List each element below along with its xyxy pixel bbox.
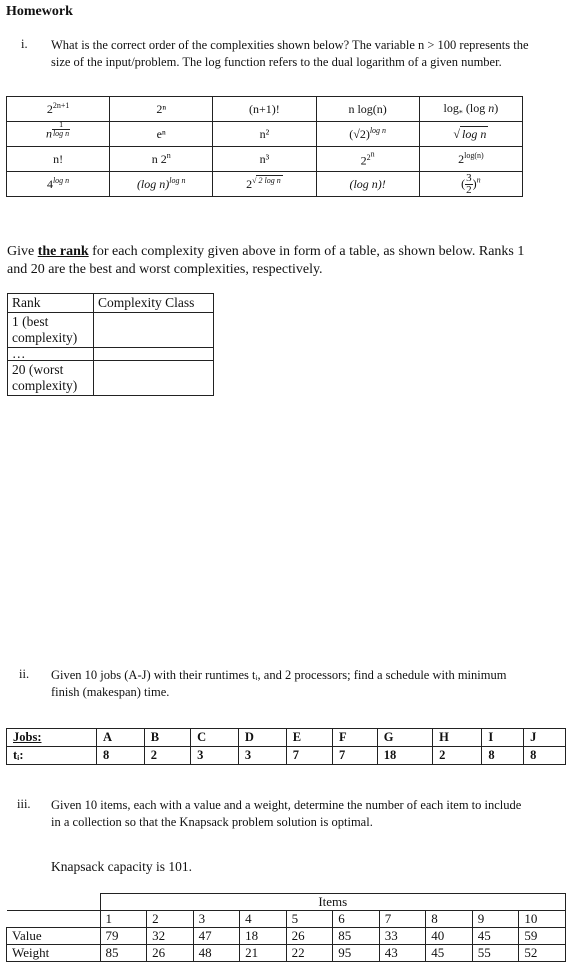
item-weight: 48 xyxy=(193,945,240,962)
complexity-cell: $2^{2^n}$ xyxy=(316,147,419,172)
item-index: 2 xyxy=(147,911,194,928)
knapsack-capacity: Knapsack capacity is 101. xyxy=(51,859,192,874)
complexity-row xyxy=(7,97,523,122)
question-2-text xyxy=(51,667,566,701)
item-weight: 26 xyxy=(147,945,194,962)
item-weight: 85 xyxy=(100,945,147,962)
job-name: H xyxy=(433,729,482,747)
jobs-table xyxy=(6,728,566,765)
item-value: 40 xyxy=(426,928,473,945)
item-weight: 52 xyxy=(519,945,566,962)
complexity-cell: eⁿ xyxy=(110,122,213,147)
complexity-class-header: Complexity Class xyxy=(94,294,214,313)
item-index: 9 xyxy=(472,911,519,928)
rank-header: Rank xyxy=(8,294,94,313)
complexity-cell: n³ xyxy=(213,147,316,172)
complexity-table xyxy=(6,96,523,197)
rank-row xyxy=(8,313,214,348)
complexity-class-cell xyxy=(94,313,214,348)
complexity-cell: $2^{√ 2 log n}$ xyxy=(213,172,316,197)
complexity-row xyxy=(7,147,523,172)
item-value: 85 xyxy=(333,928,380,945)
complexity-cell: $4^{log n}$ xyxy=(7,172,110,197)
complexity-cell: (log n)! xyxy=(316,172,419,197)
item-index: 6 xyxy=(333,911,380,928)
items-index-row xyxy=(7,911,566,928)
question-3-line1: Given 10 items, each with a value and a weight, determine the number of each item to include xyxy=(51,798,522,812)
question-2-line2: finish (makespan) time. xyxy=(51,685,170,699)
complexity-cell: $\log_* (\log$ n) xyxy=(419,97,522,122)
complexity-cell: n² xyxy=(213,122,316,147)
item-weight: 22 xyxy=(286,945,333,962)
item-value: 79 xyxy=(100,928,147,945)
item-index: 4 xyxy=(240,911,287,928)
complexity-cell: (log n)$^{log n}$ xyxy=(110,172,213,197)
items-index-label xyxy=(7,911,101,928)
times-label: tᵢ: xyxy=(7,747,97,765)
page-title: Homework xyxy=(6,4,73,19)
value-row xyxy=(7,928,566,945)
item-weight: 21 xyxy=(240,945,287,962)
item-weight: 45 xyxy=(426,945,473,962)
complexity-cell: $(√2)^{log n}$ xyxy=(316,122,419,147)
item-value: 33 xyxy=(379,928,426,945)
job-name: D xyxy=(238,729,286,747)
question-1-text xyxy=(51,37,566,71)
job-time: 2 xyxy=(144,747,190,765)
job-time: 8 xyxy=(482,747,524,765)
question-1-number: i. xyxy=(21,37,28,51)
jobs-row xyxy=(7,729,566,747)
weight-row xyxy=(7,945,566,962)
job-name: F xyxy=(332,729,377,747)
item-value: 32 xyxy=(147,928,194,945)
complexity-cell: n 2$^n$ xyxy=(110,147,213,172)
complexity-cell: 2ⁿ xyxy=(110,97,213,122)
job-time: 8 xyxy=(97,747,145,765)
rank-row xyxy=(8,361,214,396)
complexity-cell: √ log n xyxy=(419,122,522,147)
item-index: 10 xyxy=(519,911,566,928)
item-weight: 55 xyxy=(472,945,519,962)
job-name: C xyxy=(191,729,239,747)
item-index: 5 xyxy=(286,911,333,928)
item-index: 8 xyxy=(426,911,473,928)
item-index: 7 xyxy=(379,911,426,928)
item-value: 18 xyxy=(240,928,287,945)
job-time: 2 xyxy=(433,747,482,765)
rank-cell: 1 (best complexity) xyxy=(8,313,94,348)
items-header-row xyxy=(7,894,566,911)
question-2-number: ii. xyxy=(19,667,30,681)
complexity-row xyxy=(7,172,523,197)
item-value: 59 xyxy=(519,928,566,945)
job-name: I xyxy=(482,729,524,747)
complexity-cell: n log(n) xyxy=(316,97,419,122)
item-index: 1 xyxy=(100,911,147,928)
items-table xyxy=(6,893,566,962)
rank-cell: … xyxy=(8,348,94,361)
item-value: 45 xyxy=(472,928,519,945)
complexity-cell: n $\frac{1}{\text{log n}}$ xyxy=(7,122,110,147)
job-time: 3 xyxy=(191,747,239,765)
job-name: A xyxy=(97,729,145,747)
rank-table xyxy=(7,293,214,396)
question-3-text xyxy=(51,797,566,831)
job-time: 7 xyxy=(286,747,332,765)
job-name: G xyxy=(377,729,432,747)
question-2-line1: Given 10 jobs (A-J) with their runtimes tᵢ, and 2 processors; find a schedule with minimum xyxy=(51,668,507,682)
job-name: J xyxy=(524,729,566,747)
job-time: 3 xyxy=(238,747,286,765)
weight-label: Weight xyxy=(7,945,101,962)
job-name: B xyxy=(144,729,190,747)
question-1-line2: size of the input/problem. The log function refers to the dual logarithm of a given number. xyxy=(51,55,502,69)
item-value: 26 xyxy=(286,928,333,945)
rank-instructions-line1: Give the rank for each complexity given above in form of a table, as shown below. Ranks 1 xyxy=(7,244,525,259)
complexity-cell: ( $\frac{3}{2}$ )$^n$ xyxy=(419,172,522,197)
times-row xyxy=(7,747,566,765)
items-corner xyxy=(7,894,101,911)
job-time: 18 xyxy=(377,747,432,765)
rank-instructions xyxy=(7,243,565,279)
item-weight: 43 xyxy=(379,945,426,962)
complexity-row xyxy=(7,122,523,147)
question-3-line2: in a collection so that the Knapsack problem solution is optimal. xyxy=(51,815,373,829)
job-time: 7 xyxy=(332,747,377,765)
job-name: E xyxy=(286,729,332,747)
complexity-class-cell xyxy=(94,348,214,361)
rank-instructions-line2: and 20 are the best and worst complexities, respectively. xyxy=(7,262,323,277)
complexity-class-cell xyxy=(94,361,214,396)
question-1-line1: What is the correct order of the complexities shown below? The variable n > 100 represents the xyxy=(51,38,529,52)
question-3-number: iii. xyxy=(17,797,31,811)
value-label: Value xyxy=(7,928,101,945)
complexity-cell: n! xyxy=(7,147,110,172)
complexity-cell: $2^{log(n)}$ xyxy=(419,147,522,172)
job-time: 8 xyxy=(524,747,566,765)
items-header: Items xyxy=(100,894,565,911)
item-index: 3 xyxy=(193,911,240,928)
rank-header-row xyxy=(8,294,214,313)
jobs-label: Jobs: xyxy=(7,729,97,747)
complexity-cell: (n+1)! xyxy=(213,97,316,122)
rank-row xyxy=(8,348,214,361)
rank-cell: 20 (worst complexity) xyxy=(8,361,94,396)
complexity-cell: $2^{2n+1}$ xyxy=(7,97,110,122)
item-weight: 95 xyxy=(333,945,380,962)
item-value: 47 xyxy=(193,928,240,945)
